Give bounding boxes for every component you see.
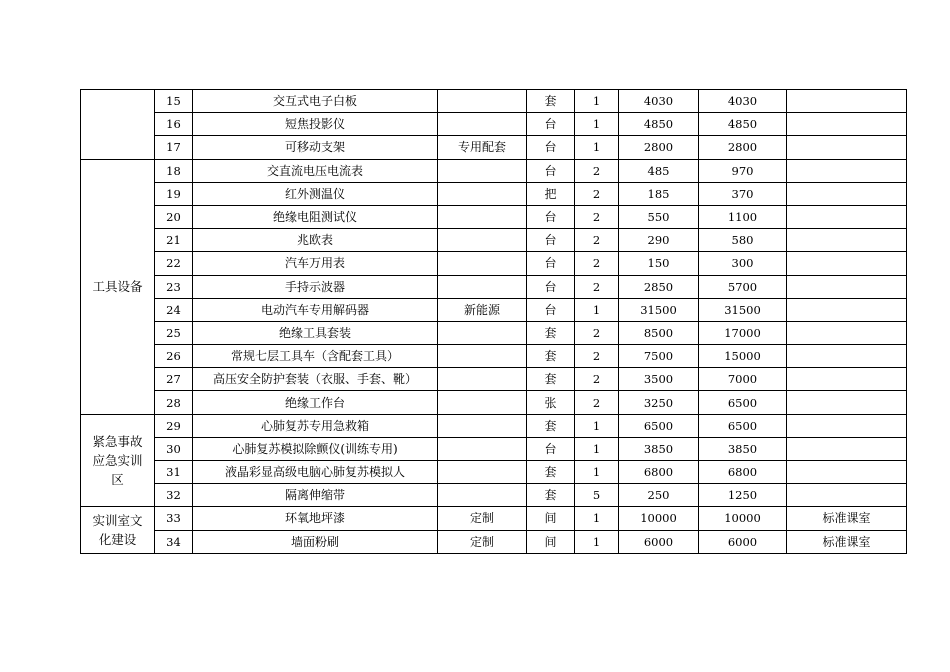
item-name: 心肺复苏模拟除颤仪(训练专用) <box>193 437 438 460</box>
item-name: 高压安全防护套装（衣服、手套、靴） <box>193 368 438 391</box>
item-unit: 间 <box>527 507 575 530</box>
item-unit: 台 <box>527 159 575 182</box>
item-total: 7000 <box>699 368 787 391</box>
item-name: 交互式电子白板 <box>193 90 438 113</box>
item-number: 29 <box>155 414 193 437</box>
item-note <box>787 229 907 252</box>
item-total: 3850 <box>699 437 787 460</box>
item-spec <box>438 391 527 414</box>
table-row <box>81 368 907 391</box>
item-unit-price: 4850 <box>619 113 699 136</box>
item-total: 31500 <box>699 298 787 321</box>
item-unit-price: 185 <box>619 182 699 205</box>
item-name: 常规七层工具车（含配套工具） <box>193 345 438 368</box>
item-total: 580 <box>699 229 787 252</box>
item-spec <box>438 275 527 298</box>
table-row <box>81 182 907 205</box>
item-note <box>787 298 907 321</box>
item-total: 370 <box>699 182 787 205</box>
item-name: 交直流电压电流表 <box>193 159 438 182</box>
item-total: 6500 <box>699 414 787 437</box>
item-note <box>787 182 907 205</box>
item-quantity: 1 <box>575 437 619 460</box>
item-total: 6800 <box>699 461 787 484</box>
item-number: 26 <box>155 345 193 368</box>
item-unit-price: 485 <box>619 159 699 182</box>
item-quantity: 1 <box>575 507 619 530</box>
item-spec <box>438 461 527 484</box>
item-total: 5700 <box>699 275 787 298</box>
item-unit: 台 <box>527 275 575 298</box>
item-unit: 套 <box>527 414 575 437</box>
item-spec <box>438 182 527 205</box>
item-spec: 定制 <box>438 530 527 553</box>
item-spec <box>438 159 527 182</box>
item-unit-price: 150 <box>619 252 699 275</box>
item-unit-price: 6000 <box>619 530 699 553</box>
item-unit: 套 <box>527 484 575 507</box>
item-note <box>787 159 907 182</box>
equipment-table <box>80 89 907 554</box>
item-unit-price: 7500 <box>619 345 699 368</box>
item-unit: 套 <box>527 90 575 113</box>
item-number: 18 <box>155 159 193 182</box>
item-quantity: 1 <box>575 113 619 136</box>
item-name: 电动汽车专用解码器 <box>193 298 438 321</box>
category-emergency: 紧急事故应急实训区 <box>81 414 155 507</box>
item-unit-price: 10000 <box>619 507 699 530</box>
item-name: 汽车万用表 <box>193 252 438 275</box>
item-spec <box>438 113 527 136</box>
item-spec <box>438 90 527 113</box>
item-total: 10000 <box>699 507 787 530</box>
item-unit: 台 <box>527 229 575 252</box>
item-spec: 定制 <box>438 507 527 530</box>
item-spec: 专用配套 <box>438 136 527 159</box>
item-number: 32 <box>155 484 193 507</box>
item-spec <box>438 345 527 368</box>
item-quantity: 2 <box>575 252 619 275</box>
item-note <box>787 205 907 228</box>
table-row <box>81 507 907 530</box>
item-note <box>787 391 907 414</box>
item-quantity: 5 <box>575 484 619 507</box>
item-quantity: 2 <box>575 182 619 205</box>
item-unit-price: 2800 <box>619 136 699 159</box>
table-row <box>81 484 907 507</box>
item-unit: 套 <box>527 345 575 368</box>
table-row <box>81 345 907 368</box>
item-number: 31 <box>155 461 193 484</box>
table-row <box>81 298 907 321</box>
item-spec <box>438 321 527 344</box>
item-spec <box>438 437 527 460</box>
item-total: 4850 <box>699 113 787 136</box>
table-row <box>81 205 907 228</box>
item-unit: 台 <box>527 252 575 275</box>
category-tools: 工具设备 <box>81 159 155 414</box>
item-number: 23 <box>155 275 193 298</box>
item-quantity: 1 <box>575 461 619 484</box>
table-row <box>81 229 907 252</box>
item-name: 环氧地坪漆 <box>193 507 438 530</box>
item-quantity: 1 <box>575 136 619 159</box>
item-unit: 套 <box>527 368 575 391</box>
item-note <box>787 252 907 275</box>
item-quantity: 1 <box>575 414 619 437</box>
item-spec <box>438 414 527 437</box>
item-note <box>787 345 907 368</box>
item-note <box>787 321 907 344</box>
item-note <box>787 275 907 298</box>
table-row <box>81 321 907 344</box>
item-unit-price: 6500 <box>619 414 699 437</box>
item-number: 21 <box>155 229 193 252</box>
table-row <box>81 252 907 275</box>
item-spec <box>438 484 527 507</box>
item-total: 1250 <box>699 484 787 507</box>
table-row <box>81 391 907 414</box>
item-quantity: 1 <box>575 530 619 553</box>
item-unit: 套 <box>527 461 575 484</box>
item-name: 墙面粉刷 <box>193 530 438 553</box>
item-number: 15 <box>155 90 193 113</box>
item-unit-price: 4030 <box>619 90 699 113</box>
item-total: 17000 <box>699 321 787 344</box>
item-name: 绝缘电阻测试仪 <box>193 205 438 228</box>
item-quantity: 2 <box>575 275 619 298</box>
item-spec <box>438 205 527 228</box>
item-total: 1100 <box>699 205 787 228</box>
item-unit-price: 3850 <box>619 437 699 460</box>
item-quantity: 2 <box>575 391 619 414</box>
item-number: 28 <box>155 391 193 414</box>
item-note <box>787 113 907 136</box>
item-unit-price: 6800 <box>619 461 699 484</box>
item-total: 970 <box>699 159 787 182</box>
item-unit: 台 <box>527 136 575 159</box>
item-unit: 张 <box>527 391 575 414</box>
item-total: 2800 <box>699 136 787 159</box>
item-unit: 间 <box>527 530 575 553</box>
item-number: 24 <box>155 298 193 321</box>
item-name: 绝缘工具套装 <box>193 321 438 344</box>
item-number: 34 <box>155 530 193 553</box>
item-quantity: 2 <box>575 159 619 182</box>
item-quantity: 2 <box>575 345 619 368</box>
item-number: 16 <box>155 113 193 136</box>
table-row <box>81 530 907 553</box>
category-culture: 实训室文化建设 <box>81 507 155 553</box>
item-name: 绝缘工作台 <box>193 391 438 414</box>
item-note <box>787 437 907 460</box>
item-number: 25 <box>155 321 193 344</box>
item-quantity: 2 <box>575 205 619 228</box>
table-row <box>81 136 907 159</box>
item-unit: 台 <box>527 437 575 460</box>
item-unit: 套 <box>527 321 575 344</box>
item-name: 可移动支架 <box>193 136 438 159</box>
item-unit: 把 <box>527 182 575 205</box>
item-quantity: 1 <box>575 298 619 321</box>
item-total: 6500 <box>699 391 787 414</box>
item-name: 红外测温仪 <box>193 182 438 205</box>
item-spec <box>438 229 527 252</box>
item-total: 4030 <box>699 90 787 113</box>
item-total: 300 <box>699 252 787 275</box>
item-number: 30 <box>155 437 193 460</box>
item-unit-price: 31500 <box>619 298 699 321</box>
item-note <box>787 136 907 159</box>
item-quantity: 2 <box>575 229 619 252</box>
item-note <box>787 90 907 113</box>
item-note <box>787 414 907 437</box>
table-row <box>81 437 907 460</box>
item-unit-price: 290 <box>619 229 699 252</box>
item-number: 17 <box>155 136 193 159</box>
table-row <box>81 461 907 484</box>
item-name: 手持示波器 <box>193 275 438 298</box>
category-cell <box>81 90 155 160</box>
item-note <box>787 461 907 484</box>
table-row <box>81 414 907 437</box>
item-quantity: 2 <box>575 368 619 391</box>
item-number: 27 <box>155 368 193 391</box>
item-number: 22 <box>155 252 193 275</box>
item-number: 19 <box>155 182 193 205</box>
table-body <box>81 90 907 554</box>
item-number: 20 <box>155 205 193 228</box>
item-unit-price: 8500 <box>619 321 699 344</box>
table-row <box>81 113 907 136</box>
item-unit-price: 2850 <box>619 275 699 298</box>
table-row <box>81 159 907 182</box>
item-number: 33 <box>155 507 193 530</box>
table-row <box>81 275 907 298</box>
item-note <box>787 368 907 391</box>
item-unit: 台 <box>527 205 575 228</box>
item-unit: 台 <box>527 113 575 136</box>
item-total: 15000 <box>699 345 787 368</box>
item-unit-price: 250 <box>619 484 699 507</box>
item-unit-price: 3250 <box>619 391 699 414</box>
table-row <box>81 90 907 113</box>
item-spec <box>438 368 527 391</box>
item-unit-price: 3500 <box>619 368 699 391</box>
item-quantity: 1 <box>575 90 619 113</box>
item-quantity: 2 <box>575 321 619 344</box>
item-name: 短焦投影仪 <box>193 113 438 136</box>
item-name: 液晶彩显高级电脑心肺复苏模拟人 <box>193 461 438 484</box>
item-name: 兆欧表 <box>193 229 438 252</box>
item-note <box>787 484 907 507</box>
item-note: 标准课室 <box>787 507 907 530</box>
item-total: 6000 <box>699 530 787 553</box>
item-name: 心肺复苏专用急救箱 <box>193 414 438 437</box>
item-spec: 新能源 <box>438 298 527 321</box>
item-note: 标准课室 <box>787 530 907 553</box>
item-name: 隔离伸缩带 <box>193 484 438 507</box>
item-unit-price: 550 <box>619 205 699 228</box>
item-spec <box>438 252 527 275</box>
item-unit: 台 <box>527 298 575 321</box>
